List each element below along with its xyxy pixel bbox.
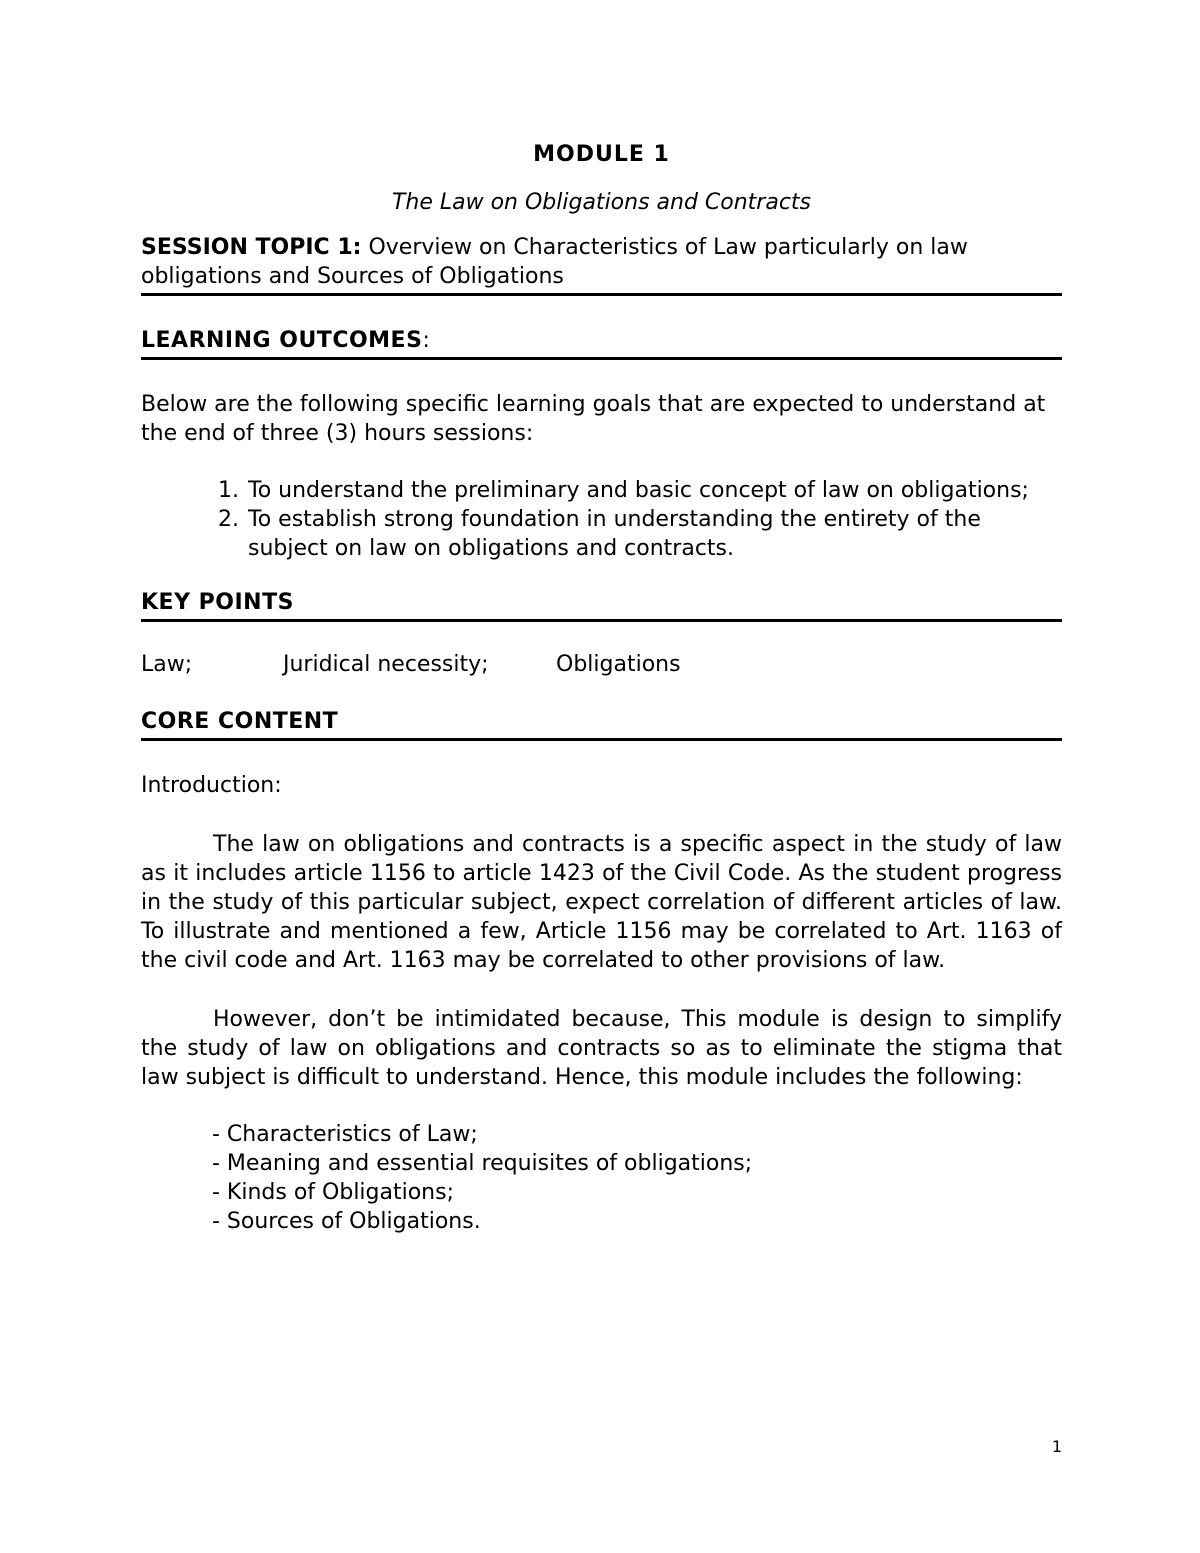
core-content-paragraph: The law on obligations and contracts is a specific aspect in the study of law as it includes article 1156 to article 1423 of the Civil Code. As the student progress in the study of this particular subject, expect correlation of different articles of law. To illustrate and mentioned a few, Article 1156 may be correlated to Art. 1163 of the civil code and Art. 1163 may be correlated to other provisions of law. (141, 832, 1062, 973)
module-includes-item: - Characteristics of Law; (212, 1122, 478, 1147)
learning-goal-item: 1. To understand the preliminary and basic concept of law on obligations; (246, 476, 1062, 505)
key-point-item: Law; (141, 652, 193, 677)
core-content-heading: CORE CONTENT (141, 709, 339, 734)
module-includes-item: - Kinds of Obligations; (212, 1180, 454, 1205)
session-topic-divider (141, 293, 1062, 296)
core-content-divider (141, 738, 1062, 741)
learning-outcomes-intro: Below are the following specific learning goals that are expected to understand at the end of three (3) hours sessions: (141, 392, 1046, 446)
key-point-item: Obligations (556, 652, 681, 677)
learning-goal-item: 2. To establish strong foundation in understanding the entirety of the subject on law on obligations and contracts. (246, 505, 1062, 563)
session-topic (141, 233, 1062, 293)
module-title: MODULE 1 (533, 142, 670, 167)
module-includes-list (141, 1120, 1062, 1236)
document-page (141, 140, 1062, 1236)
core-content-paragraph: However, don’t be intimidated because, This module is design to simplify the study of law on obligations and contracts so as to eliminate the stigma that law subject is difficult to understand. Hence, this module includes the following: (141, 1007, 1062, 1090)
module-includes-item: - Meaning and essential requisites of obligations; (212, 1151, 753, 1176)
learning-outcomes-divider (141, 357, 1062, 360)
session-topic-label: SESSION TOPIC 1: (141, 235, 362, 260)
module-includes-item: - Sources of Obligations. (212, 1209, 481, 1234)
key-point-item: Juridical necessity; (283, 652, 489, 677)
session-topic-text: Overview on Characteristics of Law particularly on law obligations and Sources of Obligations (141, 235, 968, 289)
key-points-list (141, 650, 1062, 679)
learning-outcomes-heading-text: LEARNING OUTCOMES (141, 328, 423, 353)
introduction-label: Introduction: (141, 773, 282, 798)
key-points-heading: KEY POINTS (141, 590, 294, 615)
learning-outcomes-heading (141, 326, 1062, 357)
module-subtitle: The Law on Obligations and Contracts (391, 190, 812, 215)
learning-outcomes-heading-colon: : (422, 328, 431, 353)
key-points-divider (141, 619, 1062, 622)
learning-goals-list (141, 476, 1062, 563)
page-number: 1 (1051, 1437, 1062, 1456)
